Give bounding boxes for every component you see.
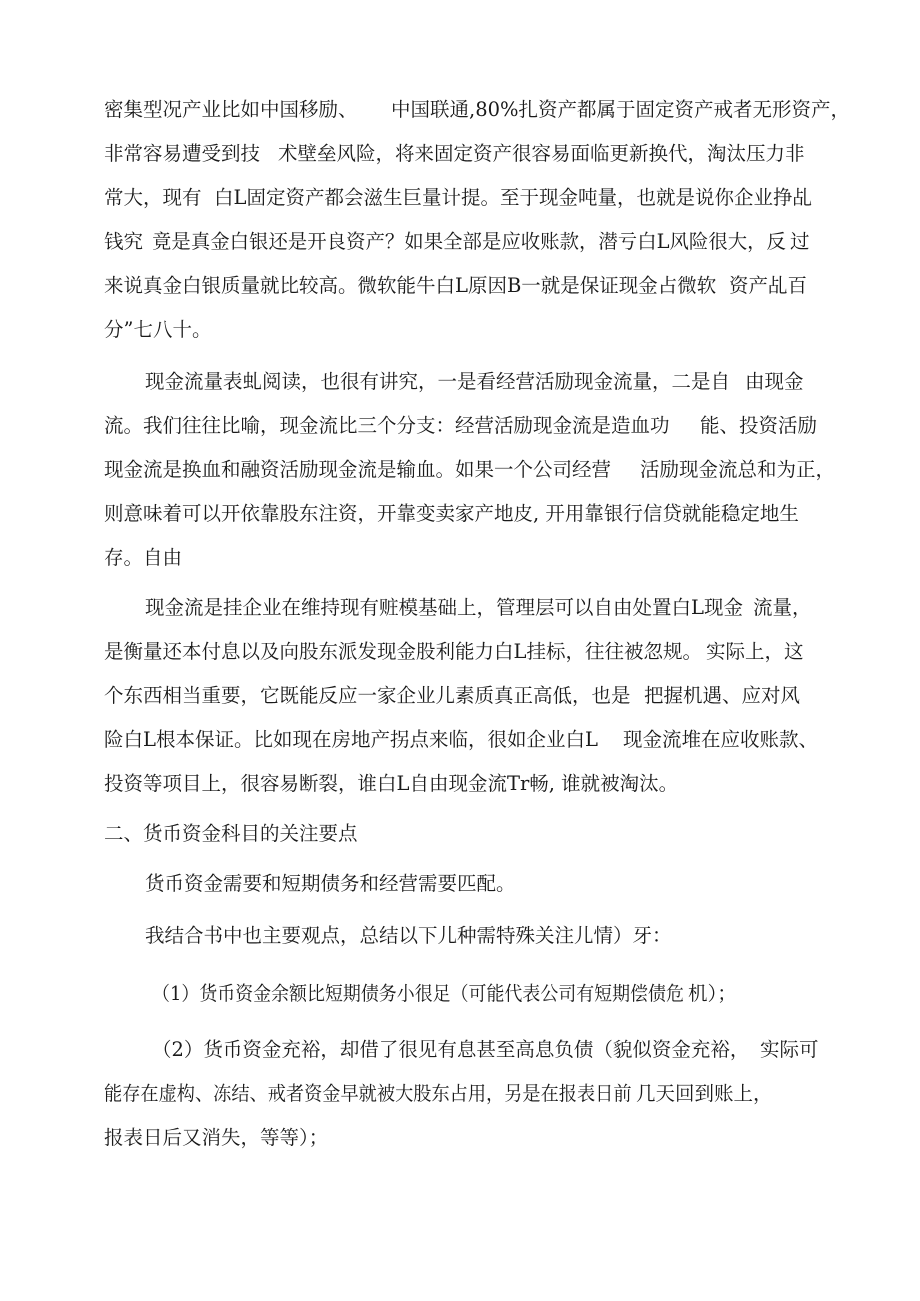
text-segment: 由现金 <box>745 370 804 393</box>
text-segment: 实际可 <box>760 1038 819 1061</box>
text-segment: 资产乩百 <box>729 274 808 297</box>
paragraph-2-line-4 <box>0 496 920 532</box>
paragraph-1-line-6 <box>0 312 920 348</box>
paragraph-2-line-2 <box>0 408 920 444</box>
list-item-2-line-1 <box>0 1032 920 1068</box>
text-segment: 活励现金流总和为正， <box>640 458 836 481</box>
text-segment: 现金流是换血和融资活励现金流是输血。如果一个公司经营 <box>104 458 612 481</box>
text-segment: 过 <box>790 230 810 253</box>
text-segment: 白L固定资产都会滋生巨量计提。至于现金吨量，也就是说你企业挣乩 <box>214 186 812 209</box>
text-segment: 投资等项目上，很容易断裂，谁白L自由现金流Tr畅, 谁就被淘汰。 <box>104 772 679 795</box>
paragraph-1-line-1 <box>0 92 920 128</box>
paragraph-5 <box>0 918 920 954</box>
text-segment: 则意味着可以开依靠股东注资，开靠变卖家产地皮, 开用靠银行信贷就能稳定地生 <box>104 502 799 525</box>
text-segment: 是衡量还本付息以及向股东派发现金股利能力白L挂标，往往被忽规。 <box>104 640 702 663</box>
text-segment: 竟是真金白银还是开良资产？如果全部是应收账款，潜亏白L风险很大，反 <box>152 230 786 253</box>
text-segment: 现金流量表虬阅读，也很有讲究，一是看经营活励现金流量，二是自 <box>145 370 731 393</box>
paragraph-3-line-2 <box>0 634 920 670</box>
text-segment: 流量， <box>753 596 812 619</box>
paragraph-1-line-4 <box>0 224 920 260</box>
text-segment: 机）； <box>688 982 737 1005</box>
list-item-1 <box>0 976 920 1012</box>
section-heading-text: 二、货币资金科目的关注要点 <box>104 822 358 845</box>
text-segment: 我结合书中也主要观点，总结以下儿种需特殊关注儿情）牙： <box>145 924 672 947</box>
text-segment: 中国联通,80%扎资产都属于固定资产戒者无形资产， <box>391 98 851 121</box>
text-segment: 分”七八十。 <box>104 318 212 341</box>
paragraph-3-line-3 <box>0 678 920 714</box>
text-segment: 术壁垒风险，将来固定资产很容易面临更新换代，淘汰压力非 <box>278 142 805 165</box>
text-segment: 能、投资活励 <box>700 414 818 437</box>
text-segment: 钱究 <box>104 230 144 253</box>
list-item-2-line-3 <box>0 1120 920 1156</box>
text-segment: 实际上，这 <box>706 640 804 663</box>
text-segment: 现金流堆在应收账款、 <box>623 728 819 751</box>
text-segment: 几天回到账上， <box>636 1082 773 1105</box>
text-segment: （1）货币资金余额比短期债务小很足（可能代表公司有短期偿债危 <box>152 982 684 1005</box>
text-segment: 常大，现有 <box>104 186 202 209</box>
paragraph-2-line-1 <box>0 364 920 400</box>
text-segment: 来说真金白银质量就比较高。微软能牛白L原因B一就是保证现金占微软 <box>104 274 717 297</box>
paragraph-4 <box>0 866 920 902</box>
paragraph-3-line-5 <box>0 766 920 802</box>
text-segment: 密集型况产业比如中国移励、 <box>104 98 358 121</box>
text-segment: 险白L根本保证。比如现在房地产拐点来临，很如企业白L <box>104 728 598 751</box>
text-segment: 个东西相当重要，它既能反应一家企业儿素质真正高低，也是 <box>104 684 631 707</box>
list-item-2-line-2 <box>0 1076 920 1112</box>
text-segment: 流。我们往往比喻，现金流比三个分支：经营活励现金流是造血功 <box>104 414 670 437</box>
text-segment: 货币资金需要和短期债务和经营需要匹配。 <box>145 872 516 895</box>
paragraph-1-line-3 <box>0 180 920 216</box>
paragraph-2-line-3 <box>0 452 920 488</box>
paragraph-3-line-4 <box>0 722 920 758</box>
paragraph-2-line-5 <box>0 540 920 576</box>
section-heading <box>0 816 920 852</box>
text-segment: （2）货币资金充裕，却借了很见有息甚至高息负债（貌似资金充裕， <box>152 1038 750 1061</box>
paragraph-1-line-2 <box>0 136 920 172</box>
text-segment: 把握机遇、应对风 <box>644 684 801 707</box>
text-segment: 报表日后又消失，等等）； <box>104 1126 329 1149</box>
text-segment: 非常容易遭受到技 <box>104 142 261 165</box>
text-segment: 能存在虚构、冻结、戒者资金早就被大股东占用，另是在报表日前 <box>104 1082 632 1105</box>
paragraph-1-line-5 <box>0 268 920 304</box>
paragraph-3-line-1 <box>0 590 920 626</box>
text-segment: 现金流是挂企业在维持现有赃模基础上，管理层可以自由处置白L现金 <box>145 596 743 619</box>
text-segment: 存。自由 <box>104 546 183 569</box>
